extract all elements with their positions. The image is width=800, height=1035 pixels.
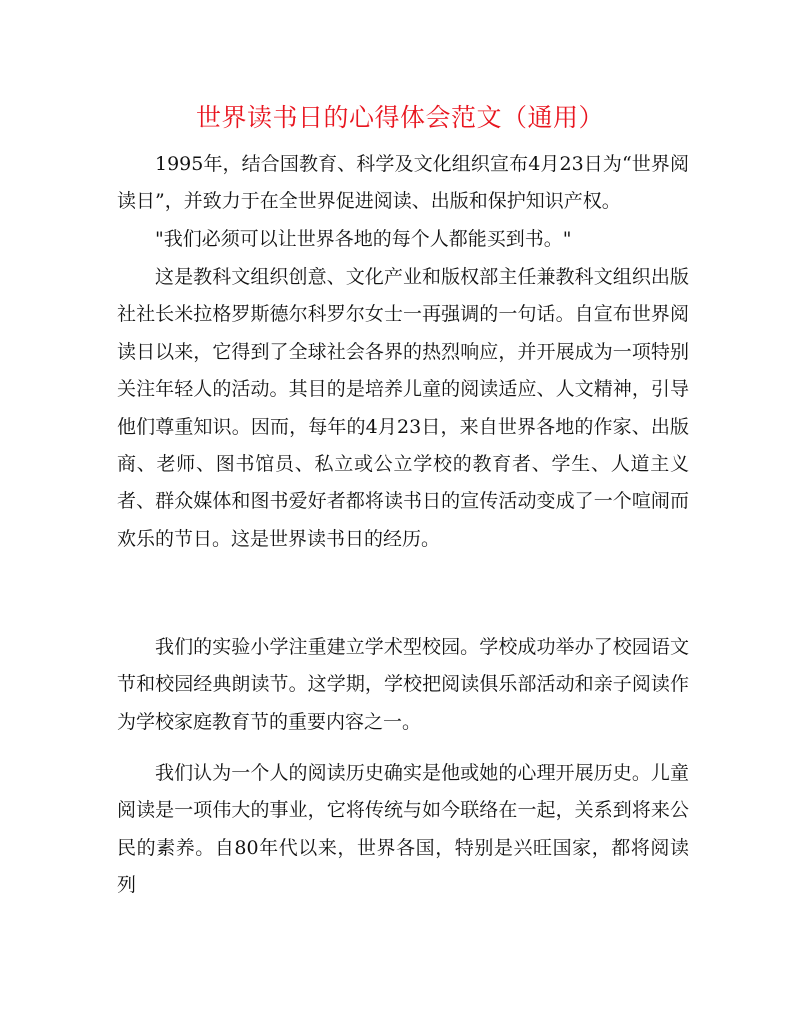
paragraph-2-quote: "我们必须可以让世界各地的每个人都能买到书。" [155,228,572,250]
paragraph-4: 我们的实验小学注重建立学术型校园。学校成功举办了校园语文节和校园经典朗读节。这学期，学校把阅读俱乐部活动和亲子阅读作为学校家庭教育节的重要内容之一。 [117,636,689,733]
paragraph-5: 我们认为一个人的阅读历史确实是他或她的心理开展历史。儿童阅读是一项伟大的事业，它将传统与如今联络在一起，关系到将来公民的素养。自80年代以来，世界各国，特别是兴旺国家，都将阅读列 [117,762,689,897]
paragraph-3: 这是教科文组织创意、文化产业和版权部主任兼教科文组织出版社社长米拉格罗斯德尔科罗尔女士一再强调的一句话。自宣布世界阅读日以来，它得到了全球社会各界的热烈响应，并开展成为一项特别关注年轻人的活动。其目的是培养儿童的阅读适应、人文精神，引导他们尊重知识。因而，每年的4月23日，来自世界各地的作家、出版商、老师、图书馆员、私立或公立学校的教育者、学生、人道主义者、群众媒体和图书爱好者都将读书日的宣传活动变成了一个喧闹而欢乐的节日。这是世界读书日的经历。 [117,266,689,550]
document-title: 世界读书日的心得体会范文（通用） [195,103,604,132]
paragraph-1: 1995年，结合国教育、科学及文化组织宣布4月23日为“世界阅读日”，并致力于在全世界促进阅读、出版和保护知识产权。 [117,153,689,213]
